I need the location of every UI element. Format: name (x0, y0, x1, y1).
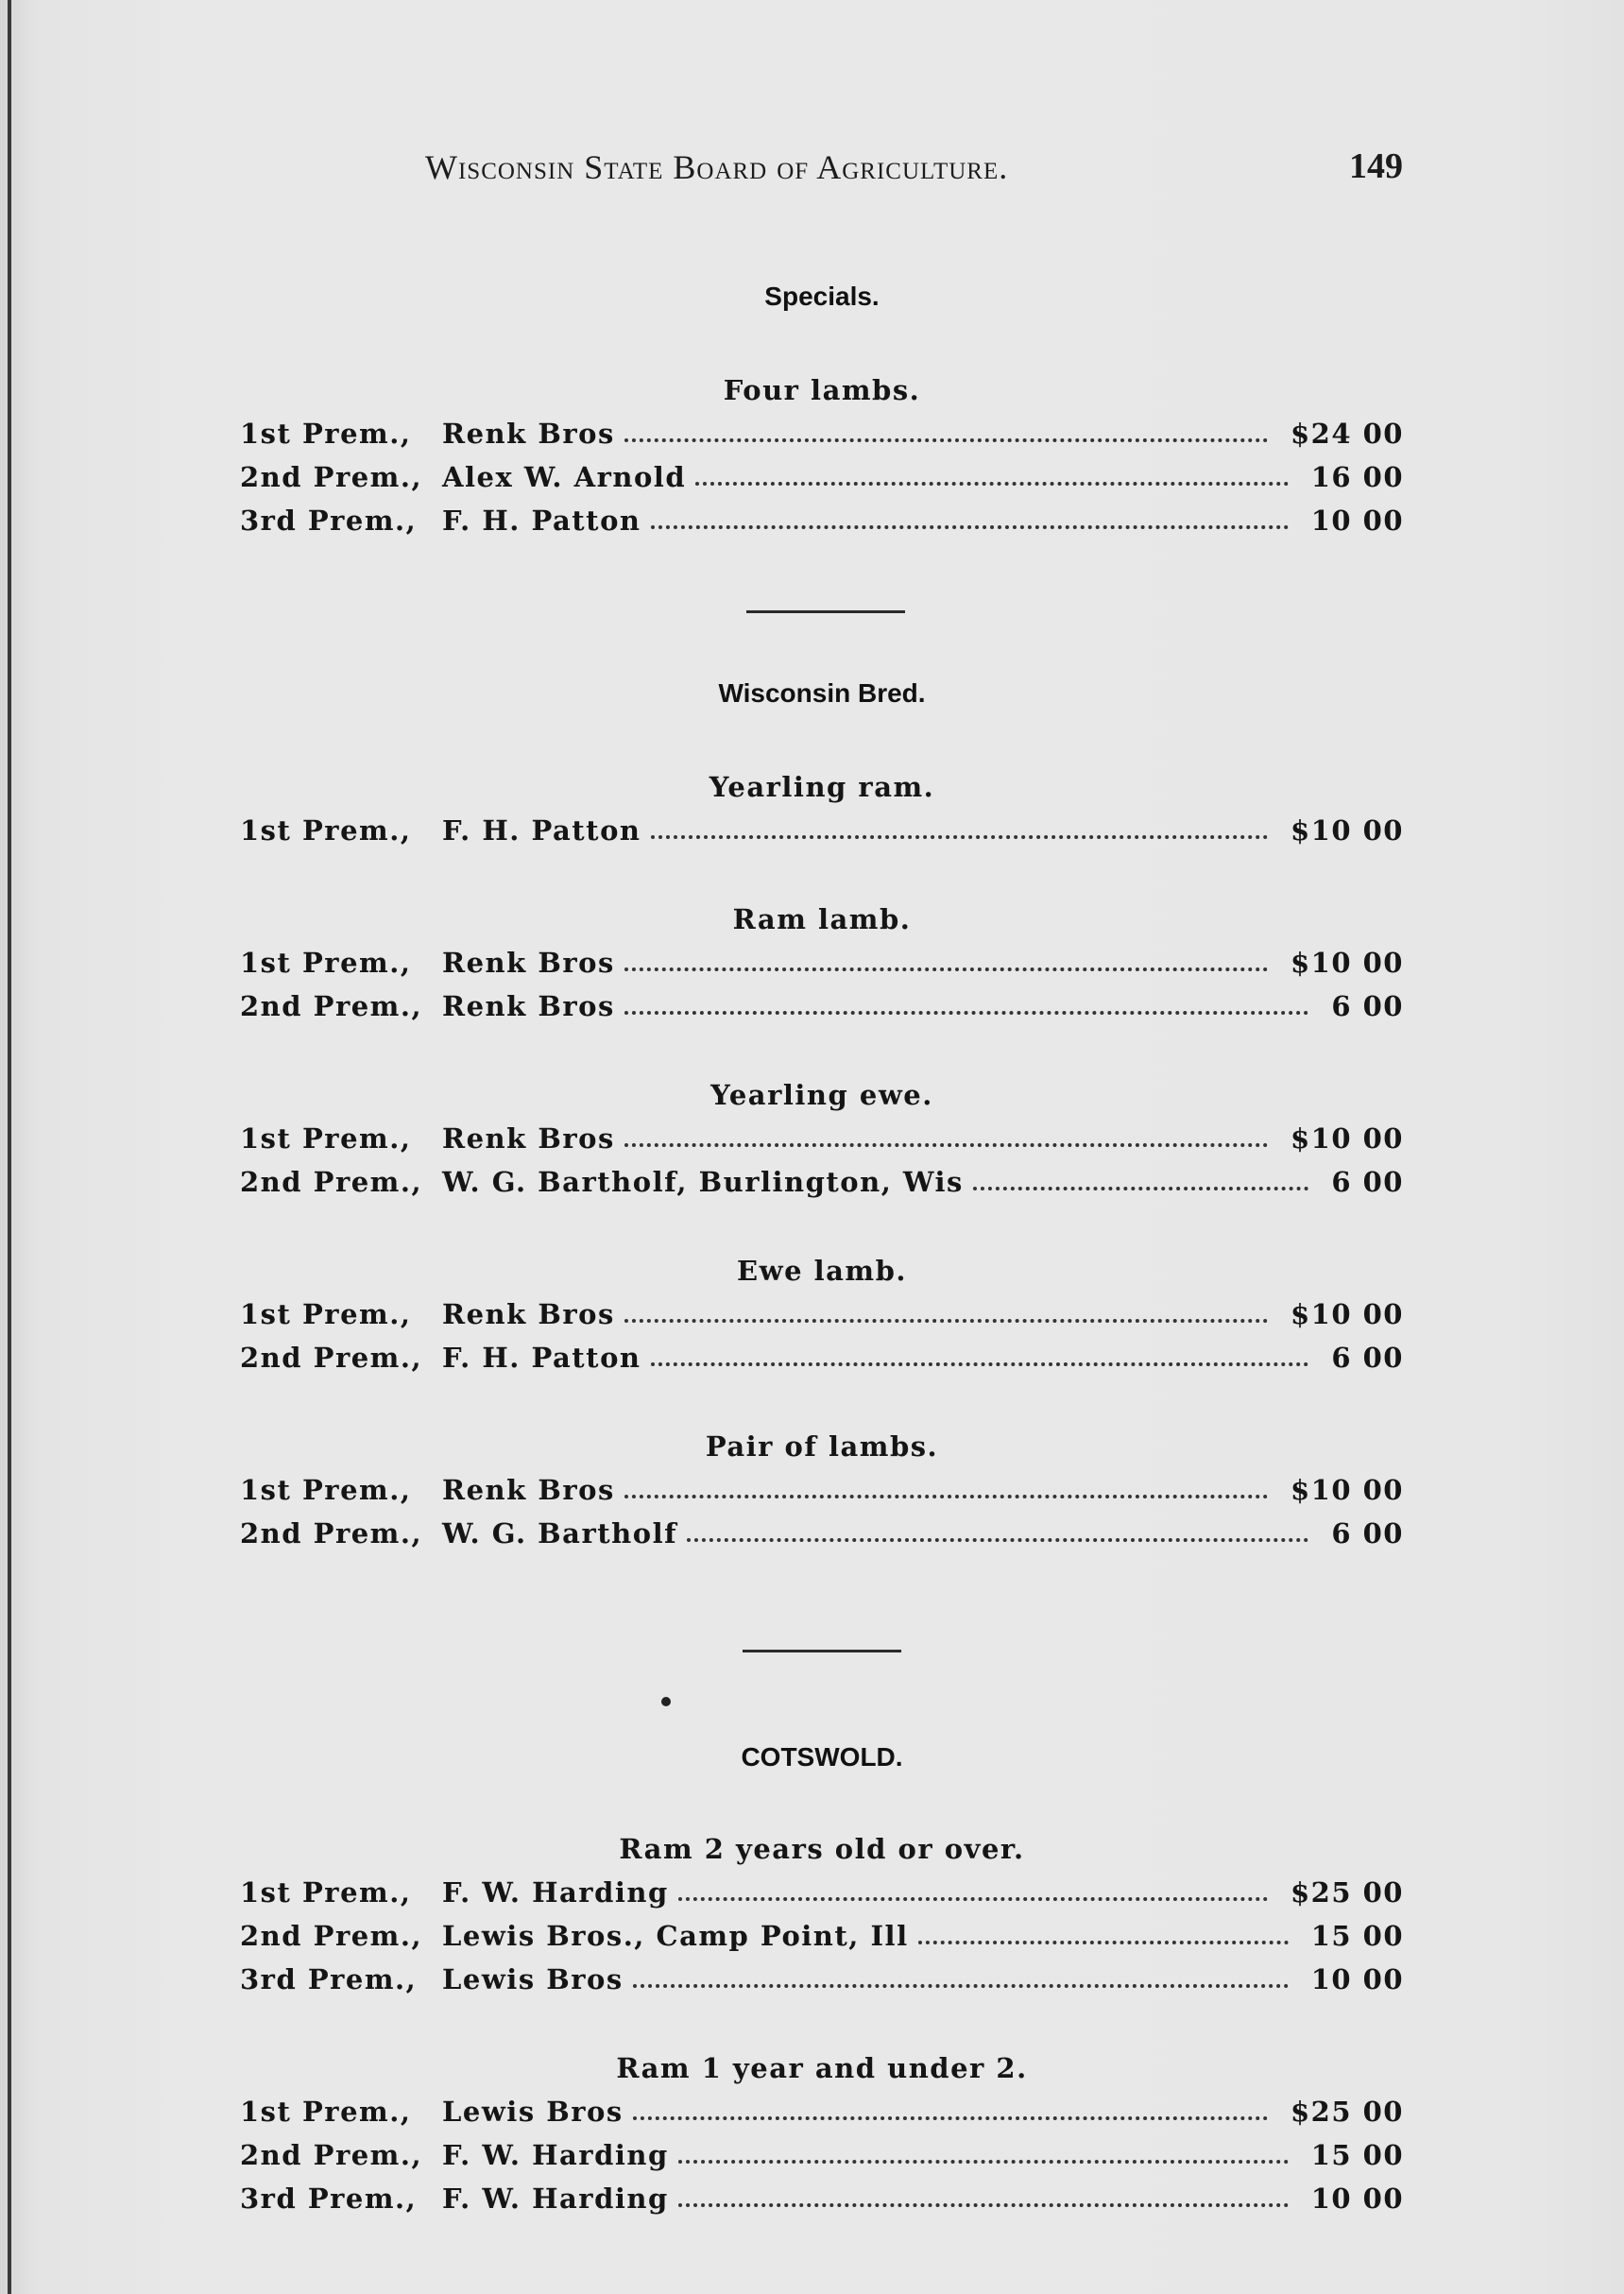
running-head (378, 142, 1417, 198)
exhibitor-name: Lewis Bros., Camp Point, Ill (442, 1920, 909, 1952)
premium-place: 2nd Prem., (240, 461, 423, 493)
premium-place: 1st Prem., (240, 1876, 412, 1909)
dot-leader (918, 1941, 1289, 1944)
print-speck (661, 1697, 671, 1706)
premium-amount: 15 00 (1310, 1920, 1404, 1952)
premium-entry (236, 814, 1408, 852)
section-heading-wisconsin-bred: Wisconsin Bred. (718, 678, 926, 708)
premium-entry (236, 2096, 1408, 2133)
dot-leader (624, 1495, 1268, 1498)
exhibitor-name: F. H. Patton (442, 505, 641, 537)
premium-place: 2nd Prem., (240, 990, 423, 1022)
premium-place: 1st Prem., (240, 418, 412, 450)
premium-entry (236, 1920, 1408, 1958)
exhibitor-name: Renk Bros (442, 418, 615, 450)
exhibitor-name: W. G. Bartholf, Burlington, Wis (442, 1166, 964, 1198)
dot-leader (624, 1011, 1308, 1015)
premium-entry (236, 461, 1408, 499)
premium-entry (236, 990, 1408, 1028)
premium-place: 1st Prem., (240, 1298, 412, 1330)
premium-amount: $25 00 (1291, 2096, 1404, 2128)
section-heading-specials: Specials. (764, 282, 880, 311)
class-heading: Ram 2 years old or over. (619, 1833, 1025, 1865)
premium-amount: 10 00 (1310, 2183, 1404, 2215)
premium-place: 2nd Prem., (240, 1342, 423, 1374)
dot-leader (624, 1143, 1268, 1147)
premium-place: 1st Prem., (240, 2096, 412, 2128)
premium-place: 2nd Prem., (240, 1166, 423, 1198)
premium-entry (236, 1517, 1408, 1555)
premium-place: 3rd Prem., (240, 505, 418, 537)
premium-amount: 10 00 (1310, 1963, 1404, 1995)
exhibitor-name: Lewis Bros (442, 2096, 624, 2128)
premium-place: 1st Prem., (240, 947, 412, 979)
premium-place: 3rd Prem., (240, 2183, 418, 2215)
exhibitor-name: Renk Bros (442, 1474, 615, 1506)
exhibitor-name: Renk Bros (442, 1122, 615, 1155)
premium-amount: 6 00 (1331, 1166, 1404, 1198)
premium-amount: $24 00 (1291, 418, 1404, 450)
premium-entry (236, 2183, 1408, 2220)
class-heading: Ram 1 year and under 2. (616, 2052, 1028, 2084)
premium-amount: 15 00 (1310, 2139, 1404, 2171)
page-number: 149 (1349, 146, 1403, 186)
premium-amount: 10 00 (1310, 505, 1404, 537)
dot-leader (678, 1897, 1268, 1901)
exhibitor-name: W. G. Bartholf (442, 1517, 678, 1549)
exhibitor-name: F. W. Harding (442, 1876, 669, 1909)
premium-place: 1st Prem., (240, 814, 412, 847)
exhibitor-name: F. W. Harding (442, 2139, 669, 2171)
section-heading-cotswold: COTSWOLD. (741, 1742, 903, 1772)
premium-entry (236, 1166, 1408, 1204)
premium-amount: 16 00 (1310, 461, 1404, 493)
dot-leader (624, 1319, 1268, 1323)
dot-leader (633, 1984, 1289, 1988)
dot-leader (651, 1362, 1308, 1366)
dot-leader (624, 967, 1268, 971)
premium-entry (236, 1876, 1408, 1914)
dot-leader (678, 2160, 1289, 2164)
premium-entry (236, 1963, 1408, 2001)
exhibitor-name: Alex W. Arnold (442, 461, 687, 493)
exhibitor-name: Lewis Bros (442, 1963, 624, 1995)
dot-leader (678, 2203, 1289, 2207)
premium-entry (236, 1474, 1408, 1512)
premium-place: 2nd Prem., (240, 1517, 423, 1549)
premium-place: 2nd Prem., (240, 1920, 423, 1952)
page-binding-edge (8, 0, 11, 2294)
exhibitor-name: Renk Bros (442, 990, 615, 1022)
dot-leader (651, 835, 1268, 839)
premium-entry (236, 1342, 1408, 1379)
premium-entry (236, 947, 1408, 984)
premium-amount: $10 00 (1291, 1474, 1404, 1506)
premium-entry (236, 418, 1408, 455)
running-title: Wisconsin State Board of Agriculture. (425, 148, 1009, 186)
premium-amount: $10 00 (1291, 1298, 1404, 1330)
premium-amount: 6 00 (1331, 1342, 1404, 1374)
exhibitor-name: Renk Bros (442, 1298, 615, 1330)
dot-leader (624, 438, 1268, 442)
class-heading: Ewe lamb. (737, 1255, 907, 1287)
section-divider (743, 1650, 901, 1652)
premium-amount: $25 00 (1291, 1876, 1404, 1909)
premium-place: 1st Prem., (240, 1122, 412, 1155)
dot-leader (687, 1538, 1308, 1542)
class-heading: Pair of lambs. (705, 1430, 939, 1463)
section-divider (746, 610, 905, 613)
premium-entry (236, 2139, 1408, 2177)
premium-place: 3rd Prem., (240, 1963, 418, 1995)
exhibitor-name: F. W. Harding (442, 2183, 669, 2215)
exhibitor-name: F. H. Patton (442, 814, 641, 847)
premium-entry (236, 505, 1408, 542)
premium-place: 2nd Prem., (240, 2139, 423, 2171)
class-heading: Yearling ram. (709, 771, 935, 803)
dot-leader (973, 1187, 1308, 1190)
dot-leader (651, 525, 1289, 529)
premium-place: 1st Prem., (240, 1474, 412, 1506)
premium-amount: 6 00 (1331, 1517, 1404, 1549)
exhibitor-name: Renk Bros (442, 947, 615, 979)
dot-leader (695, 482, 1289, 486)
premium-entry (236, 1298, 1408, 1336)
premium-amount: $10 00 (1291, 814, 1404, 847)
exhibitor-name: F. H. Patton (442, 1342, 641, 1374)
class-heading: Yearling ewe. (710, 1079, 933, 1111)
premium-entry (236, 1122, 1408, 1160)
class-heading: Ram lamb. (732, 903, 912, 935)
dot-leader (633, 2116, 1268, 2120)
premium-amount: $10 00 (1291, 947, 1404, 979)
premium-amount: $10 00 (1291, 1122, 1404, 1155)
premium-amount: 6 00 (1331, 990, 1404, 1022)
class-heading: Four lambs. (723, 374, 921, 406)
